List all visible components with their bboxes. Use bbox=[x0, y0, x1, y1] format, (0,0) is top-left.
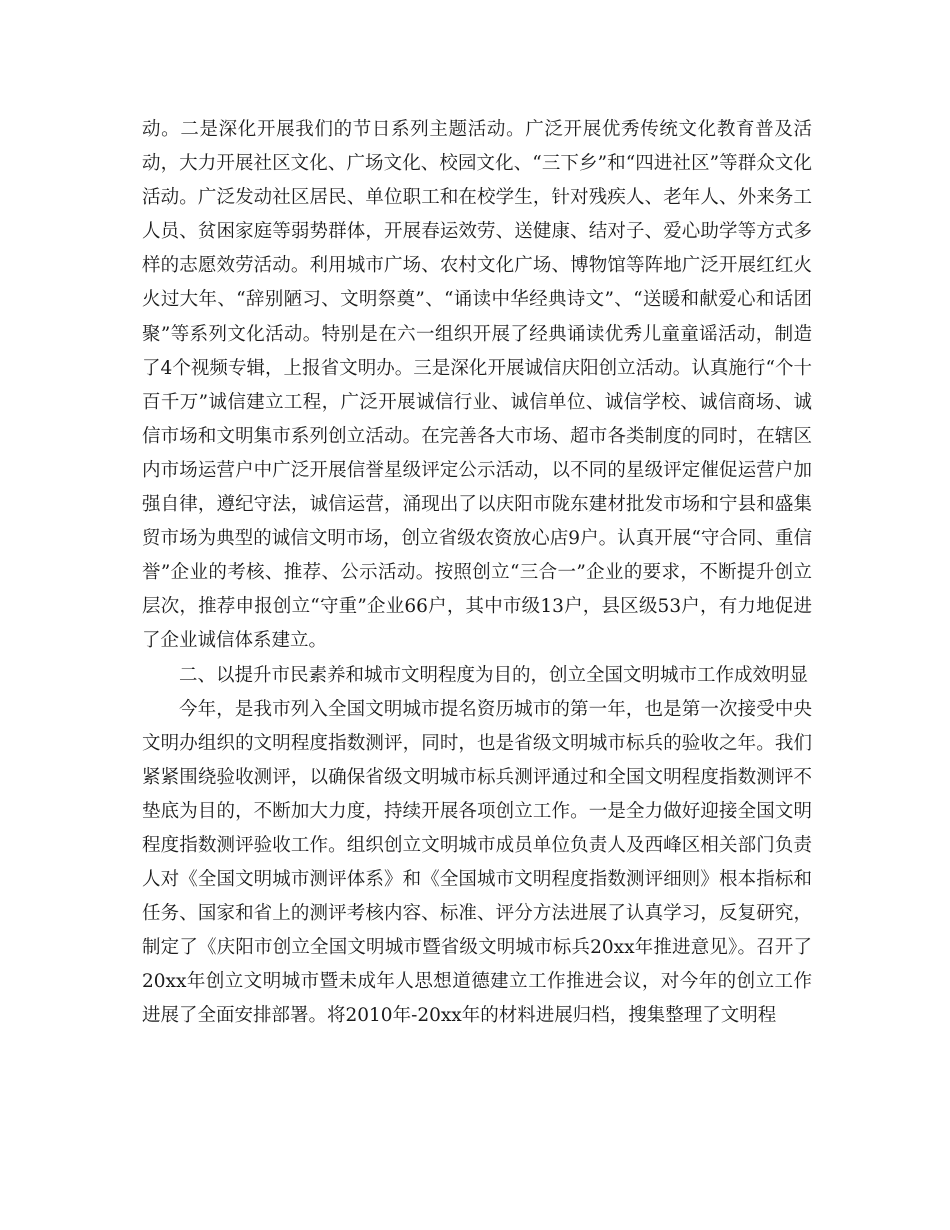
paragraph-civilized-city: 今年，是我市列入全国文明城市提名资历城市的第一年，也是第一次接受中央文明办组织的文明程度指数测评，同时，也是省级文明城市标兵的验收之年。我们紧紧围绕验收测评，以确保省级文明城市标兵测评通过和全国文明程度指数测评不垫底为目的，不断加大力度，持续开展各项创立工作。一是全力做好迎接全国文明程度指数测评验收工作。组织创立文明城市成员单位负责人及西峰区相关部门负责人对《全国文明城市测评体系》和《全国城市文明程度指数测评细则》根本指标和任务、国家和省上的测评考核内容、标准、评分方法进展了认真学习，反复研究，制定了《庆阳市创立全国文明城市暨省级文明城市标兵20xx年推进意见》。召开了20xx年创立文明城市暨未成年人思想道德建立工作推进会议，对今年的创立工作进展了全面安排部署。将2010年-20xx年的材料进展归档，搜集整理了文明程 bbox=[142, 698, 812, 1027]
section-heading-2: 二、以提升市民素养和城市文明程度为目的，创立全国文明城市工作成效明显 bbox=[179, 664, 809, 686]
paragraph-activities: 动。二是深化开展我们的节日系列主题活动。广泛开展优秀传统文化教育普及活动，大力开展社区文化、广场文化、校园文化、“三下乡”和“四进社区”等群众文化活动。广泛发动社区居民、单位职工和在校学生，针对残疾人、老年人、外来务工人员、贫困家庭等弱势群体，开展春运效劳、送健康、结对子、爱心助学等方式多样的志愿效劳活动。利用城市广场、农村文化广场、博物馆等阵地广泛开展红红火火过大年、“辞别陋习、文明祭奠”、“诵读中华经典诗文”、“送暖和献爱心和话团聚”等系列文化活动。特别是在六一组织开展了经典诵读优秀儿童童谣活动，制造了4个视频专辑，上报省文明办。三是深化开展诚信庆阳创立活动。认真施行“个十百千万”诚信建立工程，广泛开展诚信行业、诚信单位、诚信学校、诚信商场、诚信市场和文明集市系列创立活动。在完善各大市场、超市各类制度的同时，在辖区内市场运营户中广泛开展信誉星级评定公示活动，以不同的星级评定催促运营户加强自律，遵纪守法，诚信运营，涌现出了以庆阳市陇东建材批发市场和宁县和盛集贸市场为典型的诚信文明市场，创立省级农资放心店9户。认真开展“守合同、重信誉”企业的考核、推荐、公示活动。按照创立“三合一”企业的要求，不断提升创立层次，推荐申报创立“守重”企业66户，其中市级13户，县区级53户，有力地促进了企业诚信体系建立。 bbox=[142, 119, 812, 652]
document-body bbox=[142, 113, 812, 1034]
